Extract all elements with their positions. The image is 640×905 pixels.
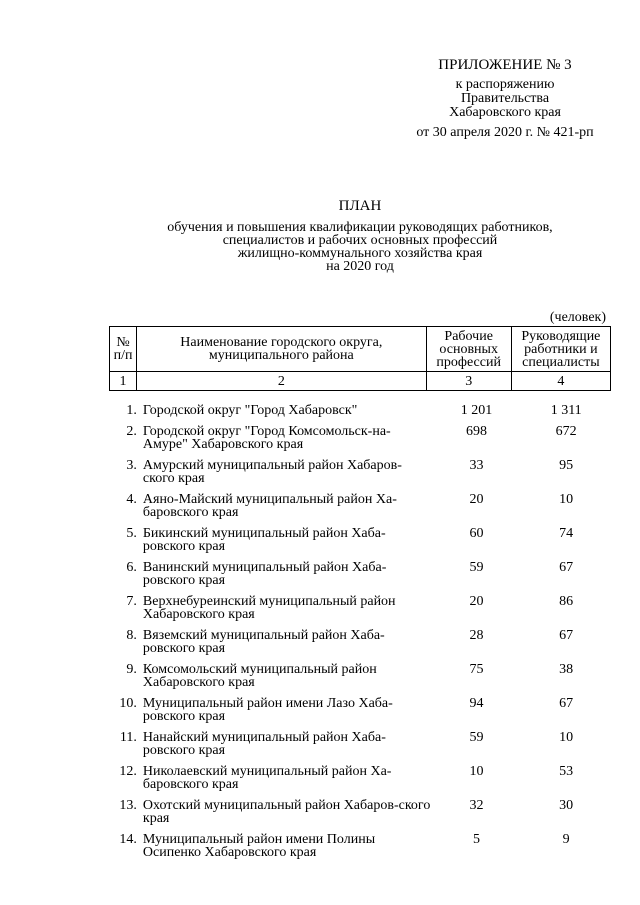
row-number: 5. [126,526,137,541]
table-row [109,799,611,825]
row-name: Охотский муниципальный район Хабаров-ского края [142,798,431,826]
row-number: 9. [126,662,137,677]
row-workers: 20 [469,492,484,507]
appendix-line: Правительства [460,91,550,106]
row-name: Городской округ "Город Комсомольск-на-Амуре" Хабаровского края [142,424,391,452]
appendix-title: ПРИЛОЖЕНИЕ № 3 [438,57,572,73]
row-managers: 1 311 [550,403,582,418]
table-row [109,663,611,689]
table-header [109,326,611,391]
row-managers: 10 [559,492,574,507]
document-title [130,200,590,273]
table-row [109,595,611,621]
title-line: обучения и повышения квалификации руководящих работников, [167,220,553,235]
table-row [109,404,611,417]
row-number: 10. [119,696,137,711]
table-row [109,493,611,519]
row-workers: 698 [466,424,488,439]
table-row [109,765,611,791]
row-number: 13. [119,798,137,813]
row-managers: 67 [559,560,574,575]
row-managers: 30 [559,798,574,813]
row-number: 11. [119,730,137,745]
row-managers: 95 [559,458,574,473]
row-number: 12. [119,764,137,779]
appendix-line: к распоряжению [455,77,555,92]
row-managers: 9 [562,832,570,847]
row-workers: 20 [469,594,484,609]
unit-label: (человек) [549,310,606,325]
row-workers: 59 [469,730,484,745]
row-number: 3. [126,458,137,473]
title-line: жилищно-коммунального хозяйства края [237,246,483,261]
header-name: Наименование городского округа, муниципального района [137,327,427,372]
title-line: на 2020 год [326,259,394,274]
row-workers: 1 201 [460,403,493,418]
row-workers: 60 [469,526,484,541]
row-name: Городской округ "Город Хабаровск" [142,403,358,418]
row-workers: 59 [469,560,484,575]
row-managers: 672 [555,424,577,439]
row-name: Бикинский муниципальный район Хаба-ровского края [142,526,386,554]
col-number-1: 1 [110,372,137,391]
row-managers: 67 [559,628,574,643]
row-name: Николаевский муниципальный район Ха-баровского края [142,764,392,792]
row-name: Амурский муниципальный район Хабаров-ского края [142,458,402,486]
row-name: Комсомольский муниципальный район Хабаровского края [142,662,377,690]
row-workers: 5 [473,832,481,847]
row-workers: 94 [469,696,484,711]
row-number: 7. [126,594,137,609]
row-workers: 28 [469,628,484,643]
table-row [109,833,611,859]
table-row [109,527,611,553]
row-workers: 75 [469,662,484,677]
appendix-line: Хабаровского края [449,105,561,120]
row-name: Муниципальный район имени Лазо Хаба-ровского края [142,696,393,724]
title-line: специалистов и рабочих основных профессий [222,233,498,248]
row-managers: 67 [559,696,574,711]
table-body [109,404,611,867]
table-row [109,459,611,485]
row-number: 6. [126,560,137,575]
table-row [109,561,611,587]
table-row [109,629,611,655]
col-number-3: 3 [426,372,511,391]
row-name: Муниципальный район имени Полины Осипенко Хабаровского края [142,832,376,860]
row-workers: 32 [469,798,484,813]
row-number: 8. [126,628,137,643]
header-workers: Рабочие основных профессий [426,327,511,372]
row-number: 2. [126,424,137,439]
header-num: № п/п [110,327,137,372]
row-name: Верхнебуреинский муниципальный район Хабаровского края [142,594,396,622]
appendix-date: от 30 апреля 2020 г. № 421-рп [416,125,594,140]
header-managers: Руководящие работники и специалисты [511,327,610,372]
title-main: ПЛАН [338,198,382,214]
table-row [109,697,611,723]
row-workers: 33 [469,458,484,473]
col-number-4: 4 [511,372,610,391]
row-number: 4. [126,492,137,507]
row-managers: 53 [559,764,574,779]
row-managers: 38 [559,662,574,677]
row-workers: 10 [469,764,484,779]
row-managers: 74 [559,526,574,541]
row-managers: 10 [559,730,574,745]
row-managers: 86 [559,594,574,609]
row-name: Аяно-Майский муниципальный район Ха-баровского края [142,492,397,520]
row-number: 14. [119,832,137,847]
table-row [109,731,611,757]
appendix-block [395,58,615,140]
row-number: 1. [126,403,137,418]
row-name: Нанайский муниципальный район Хаба-ровского края [142,730,386,758]
table-row [109,425,611,451]
col-number-2: 2 [137,372,427,391]
row-name: Вяземский муниципальный район Хаба-ровского края [142,628,385,656]
row-name: Ванинский муниципальный район Хаба-ровского края [142,560,387,588]
